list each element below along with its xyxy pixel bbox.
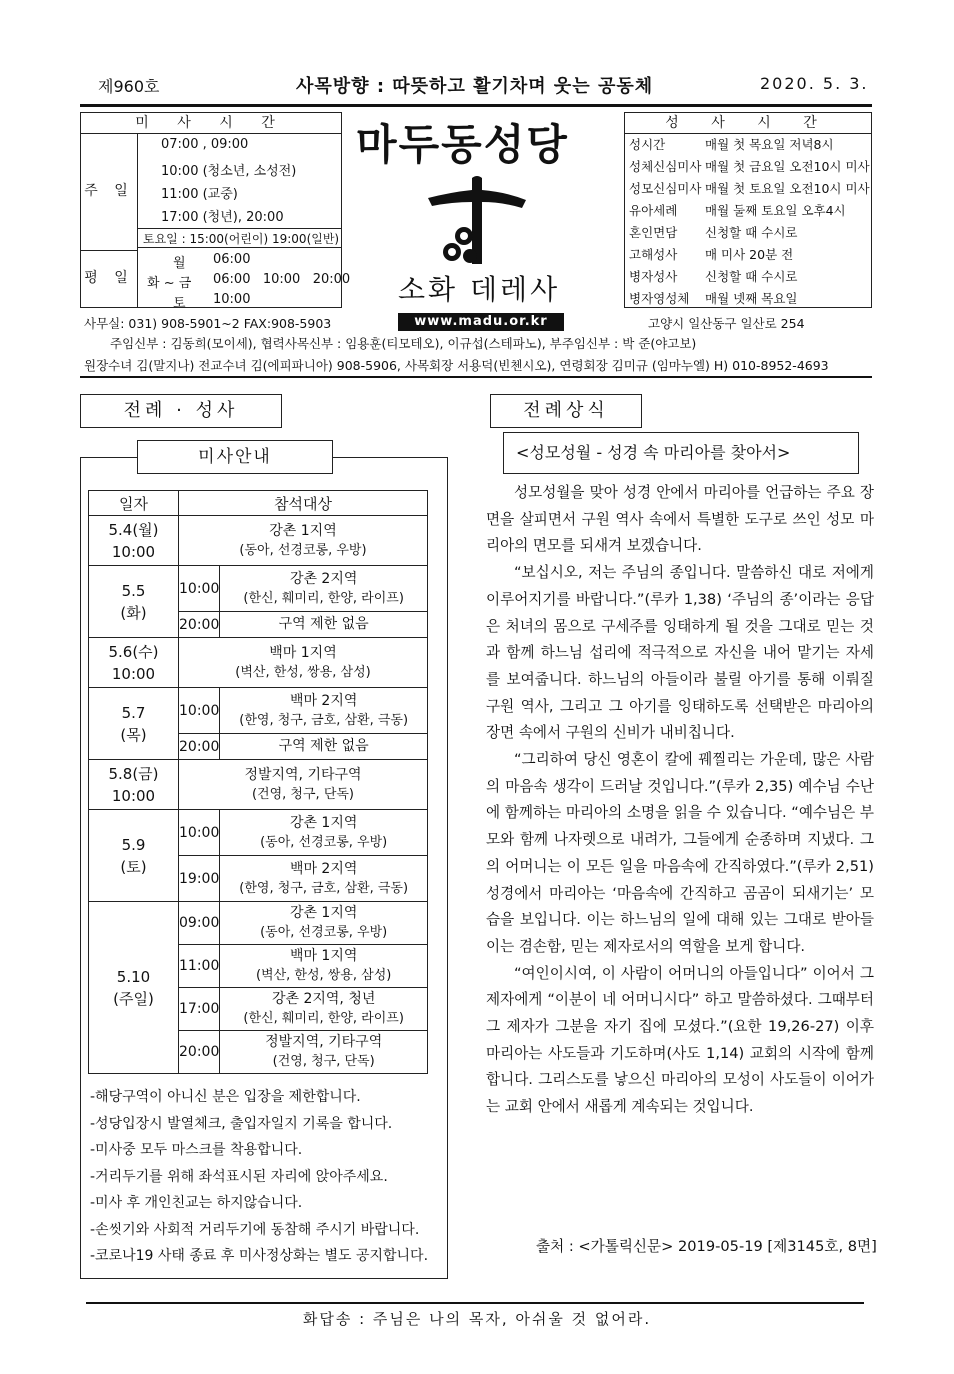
table-row xyxy=(89,516,428,566)
area-name: 백마 1지역 xyxy=(289,948,358,964)
day-cell xyxy=(89,810,179,902)
area-name: 강촌 2지역 xyxy=(289,570,358,587)
area-cell xyxy=(220,688,428,734)
day-cell xyxy=(89,638,179,688)
article-paragraph: “그리하여 당신 영혼이 칼에 꿰찔리는 가운데, 많은 사람의 마음속 생각이 드러날 것입니다.”(루카 2,35) 예수님 수난에 함께하는 마리아의 소명을 읽을 수 있습니다. “예수님은 부모와 함께 나자렛으로 내려가, 그들에게 순종하며 지냈다. 그의 어머니는 이 모든 일을 마음속에 간직하였다.”(루카 2,51) 성경에서 마리아는 ‘마음속에 간직하고 곰곰이 되새기는’ 모습을 보입니다. 이는 하느님의 일에 대해 있는 그대로 받아들이는 겸손함, 믿는 제자로서의 역할을 보게 합니다. xyxy=(486,751,874,955)
patron-saint: 소화 데레사 xyxy=(398,273,561,306)
article-paragraph: “여인이시여, 이 사람이 어머니의 아들입니다” 이어서 그 제자에게 “이분이 네 어머니시다” 하고 말씀하셨다. 그때부터 그 제자가 그분을 자기 집에 모셨다.”(요한 19,26-27) 이후 마리아는 사도들과 기도하며(사도 1,14) 교회의 시작에 함께 합니다. 그리스도를 낳으신 마리아의 모성이 사도들이 이어가는 교회 안에서 새롭게 계속되는 것입니다. xyxy=(486,964,874,1116)
section-title-liturgy-knowledge: 전례상식 xyxy=(490,394,642,428)
area-cell xyxy=(179,760,428,810)
area-detail: (동아, 선경코롱, 우방) xyxy=(260,925,388,940)
sunday-time: 17:00 (청년), 20:00 xyxy=(161,210,284,225)
rose-shape xyxy=(463,249,477,263)
note-item: -해당구역이 아니신 분은 입장을 제한합니다. xyxy=(90,1089,361,1105)
header-date: 일자 xyxy=(89,491,179,516)
time-cell: 19:00 xyxy=(179,856,220,902)
note-item: -미사 후 개인친교는 하지않습니다. xyxy=(90,1195,303,1211)
area-name: 정발지역, 기타구역 xyxy=(265,1034,383,1050)
header-rule xyxy=(80,104,872,107)
time-cell: 17:00 xyxy=(179,988,220,1031)
table-row xyxy=(89,902,428,945)
website-link[interactable]: www.madu.or.kr xyxy=(398,313,564,331)
sacrament-name: 성모신심미사 xyxy=(629,181,702,196)
sunday-label: 주 일 xyxy=(81,133,138,251)
day-label: 5.4(월) xyxy=(108,520,159,539)
day-label: 5.9 xyxy=(121,835,146,854)
sacrament-name: 유아세례 xyxy=(629,203,678,218)
office-phone: 사무실: 031) 908-5901~2 FAX:908-5903 xyxy=(84,316,332,331)
time-label: 10:00 xyxy=(111,542,156,561)
sacrament-time: 매 미사 20분 전 xyxy=(705,247,794,262)
sacrament-time: 매월 첫 목요일 저녁8시 xyxy=(705,137,834,152)
area-detail: (동아, 선경코롱, 우방) xyxy=(239,542,367,558)
sunday-time: 07:00 , 09:00 xyxy=(161,137,249,152)
sunday-time: 10:00 (청소년, 소성전) xyxy=(161,164,297,179)
area-detail: (건영, 청구, 단독) xyxy=(272,1054,375,1069)
area-name: 강촌 1지역 xyxy=(269,522,337,539)
area-detail: (동아, 선경코롱, 우방) xyxy=(260,834,388,850)
mass-notes xyxy=(90,1084,428,1270)
parish-name: 마두동성당 xyxy=(356,120,569,169)
day-weekday: (목) xyxy=(120,725,147,744)
day-weekday: (주일) xyxy=(113,989,154,1008)
area-cell xyxy=(179,516,428,566)
area-detail: (한신, 훼미리, 한양, 라이프) xyxy=(243,1011,404,1026)
day-label: 5.10 xyxy=(116,967,151,986)
time-cell: 10:00 xyxy=(179,566,220,612)
weekday-day: 월 xyxy=(173,256,186,271)
pastoral-motto: 사목방향 : 따뜻하고 활기차며 웃는 공동체 xyxy=(296,76,654,97)
article-paragraph: 성모성월을 맞아 성경 안에서 마리아를 언급하는 주요 장면을 살피면서 구원 역사 속에서 특별한 도구로 쓰인 성모 마리아의 면모를 되새겨 보겠습니다. xyxy=(486,484,874,555)
sacrament-time: 신청할 때 수시로 xyxy=(705,225,798,240)
area-name: 백마 2지역 xyxy=(289,860,358,877)
time-cell: 10:00 xyxy=(179,810,220,856)
area-cell xyxy=(220,988,428,1031)
time-cell: 20:00 xyxy=(179,1031,220,1074)
note-item: -코로나19 사태 종료 후 미사정상화는 별도 공지합니다. xyxy=(90,1248,429,1264)
area-cell: 구역 제한 없음 xyxy=(220,734,428,760)
area-name: 백마 1지역 xyxy=(269,644,337,661)
mass-schedule-table xyxy=(88,490,428,1074)
table-header-row xyxy=(89,491,428,516)
sacrament-row xyxy=(625,222,871,244)
sacrament-time: 매월 첫 금요일 오전10시 미사 xyxy=(705,159,870,174)
area-cell xyxy=(220,566,428,612)
footer-rule xyxy=(86,1302,864,1304)
article-body xyxy=(486,480,874,1121)
issue-number: 제960호 xyxy=(98,77,160,96)
article-subtitle: <성모성월 - 성경 속 마리아를 찾아서> xyxy=(503,432,859,474)
sacrament-name: 성시간 xyxy=(629,137,666,152)
area-name: 정발지역, 기타구역 xyxy=(244,766,362,783)
day-cell xyxy=(89,760,179,810)
sacrament-time: 매월 둘째 토요일 오후4시 xyxy=(705,203,846,218)
sacrament-row xyxy=(625,288,871,310)
note-item: -손씻기와 사회적 거리두기에 동참해 주시기 바랍니다. xyxy=(90,1221,420,1238)
sacrament-time: 신청할 때 수시로 xyxy=(705,269,798,284)
table-row xyxy=(89,566,428,612)
sacrament-row xyxy=(625,244,871,266)
time-cell: 10:00 xyxy=(179,688,220,734)
area-name: 백마 2지역 xyxy=(289,692,358,709)
time-label: 10:00 xyxy=(111,664,156,683)
day-weekday: (토) xyxy=(120,857,147,876)
weekday-label: 평 일 xyxy=(81,250,138,307)
note-item: -성당입장시 발열체크, 출입자일지 기록을 합니다. xyxy=(90,1115,393,1132)
day-label: 5.5 xyxy=(121,581,146,600)
time-cell: 20:00 xyxy=(179,734,220,760)
time-cell: 09:00 xyxy=(179,902,220,945)
responsorial-psalm: 화답송 : 주님은 나의 목자, 아쉬울 것 없어라. xyxy=(302,1310,652,1328)
table-row xyxy=(89,760,428,810)
sacrament-time: 매월 넷째 목요일 xyxy=(705,291,798,306)
header-bottom-rule xyxy=(80,376,872,378)
saturday-times: 토요일 : 15:00(어린이) 19:00(일반) xyxy=(137,228,341,248)
weekday-day: 토 xyxy=(173,296,186,311)
area-detail: (벽산, 한성, 쌍용, 삼성) xyxy=(255,968,392,983)
sacrament-time: 매월 첫 토요일 오전10시 미사 xyxy=(705,181,870,196)
day-cell xyxy=(89,516,179,566)
note-item: -거리두기를 위해 좌석표시된 자리에 앉아주세요. xyxy=(90,1168,388,1185)
day-cell xyxy=(89,566,179,638)
cross-rose-logo xyxy=(422,172,530,270)
article-paragraph: “보십시오, 저는 주님의 종입니다. 말씀하신 대로 저에게 이루어지기를 바랍니다.”(루카 1,38) ‘주님의 종’이라는 응답은 처녀의 몸으로 구세주를 잉태하게 될 것을 그대로 믿는 것과 함께 하느님 섭리에 적극적으로 자신을 내어 맡기는 자세를 보여줍니다. 하느님의 아들이라 불릴 아기를 통해 이뤄질 구원 역사, 그리고 그 아기를 잉태하도록 선택받은 마리아의 장면 속에서 구원의 신비가 내비칩니다. xyxy=(486,564,874,742)
clergy-list: 주임신부 : 김동희(모이세), 협력사목신부 : 임용훈(티모테오), 이규섭(스테파노), 부주임신부 : 박 준(야고보) xyxy=(110,336,697,351)
cross-shape xyxy=(428,176,526,264)
header-attendees: 참석대상 xyxy=(179,491,428,516)
mass-times-title: 미 사 시 간 xyxy=(81,113,341,134)
table-row xyxy=(89,688,428,734)
time-cell: 11:00 xyxy=(179,945,220,988)
issue-date: 2020. 5. 3. xyxy=(760,74,869,93)
weekday-times: 06:00 xyxy=(213,252,251,267)
area-cell xyxy=(220,810,428,856)
day-label: 5.8(금) xyxy=(108,764,159,783)
mass-guide-title: 미사안내 xyxy=(137,440,333,474)
time-cell: 20:00 xyxy=(179,612,220,638)
sacrament-name: 성체신심미사 xyxy=(629,159,702,174)
sacrament-row xyxy=(625,134,871,156)
area-detail: (한영, 청구, 금호, 삼환, 극동) xyxy=(239,712,409,728)
address: 고양시 일산동구 일산로 254 xyxy=(648,316,805,331)
area-cell xyxy=(220,856,428,902)
area-cell xyxy=(220,1031,428,1074)
table-row xyxy=(89,810,428,856)
area-cell xyxy=(220,902,428,945)
weekday-times: 06:00 10:00 20:00 xyxy=(213,272,351,287)
area-detail: (건영, 청구, 단독) xyxy=(251,786,355,802)
weekday-day: 화 ~ 금 xyxy=(147,276,192,291)
sacrament-row xyxy=(625,200,871,222)
time-label: 10:00 xyxy=(111,786,156,805)
sacrament-times-box xyxy=(624,112,872,308)
sacrament-name: 혼인면담 xyxy=(629,225,678,240)
area-detail: (벽산, 한성, 쌍용, 삼성) xyxy=(235,664,371,680)
sacrament-name: 병자영성체 xyxy=(629,291,690,306)
day-label: 5.6(수) xyxy=(108,642,159,661)
day-cell xyxy=(89,902,179,1074)
area-name: 강촌 1지역 xyxy=(289,814,358,831)
table-row xyxy=(89,638,428,688)
mass-times-box xyxy=(80,112,351,311)
sacrament-row xyxy=(625,156,871,178)
sacrament-name: 고해성사 xyxy=(629,247,678,262)
article-source: 출처 : <가톨릭신문> 2019-05-19 [제3145호, 8면] xyxy=(536,1238,877,1255)
day-cell xyxy=(89,688,179,760)
area-name: 강촌 2지역, 청년 xyxy=(271,991,376,1007)
area-cell xyxy=(179,638,428,688)
weekday-times: 10:00 xyxy=(213,292,251,307)
sacrament-name: 병자성사 xyxy=(629,269,678,284)
sacrament-times-title: 성 사 시 간 xyxy=(625,113,871,134)
rose-center-shape xyxy=(448,248,456,256)
area-cell xyxy=(220,945,428,988)
day-label: 5.7 xyxy=(121,703,146,722)
staff-list: 원장수녀 김(말지나) 전교수녀 김(에피파니아) 908-5906, 사목회장 서용덕(빈첸시오), 연령회장 김미규 (임마누엘) H) 010-8952-4693 xyxy=(84,358,829,373)
section-title-liturgy: 전례 · 성사 xyxy=(80,394,282,428)
note-item: -미사중 모두 마스크를 착용합니다. xyxy=(90,1142,303,1158)
area-detail: (한신, 훼미리, 한양, 라이프) xyxy=(243,590,404,606)
area-name: 강촌 1지역 xyxy=(289,905,358,921)
area-cell: 구역 제한 없음 xyxy=(220,612,428,638)
sacrament-row xyxy=(625,266,871,288)
sunday-time: 11:00 (교중) xyxy=(161,187,238,202)
rose-center-shape xyxy=(460,232,468,240)
sacrament-row xyxy=(625,178,871,200)
area-detail: (한영, 청구, 금호, 삼환, 극동) xyxy=(239,880,409,896)
day-weekday: (화) xyxy=(120,603,147,622)
